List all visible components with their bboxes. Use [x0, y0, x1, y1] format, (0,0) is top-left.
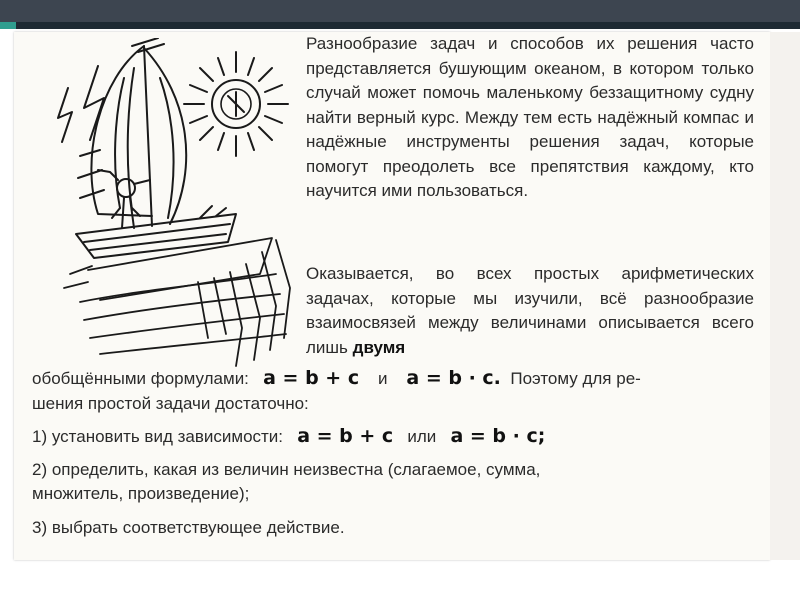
- step-1-formula-product: a = b · c;: [450, 425, 546, 447]
- sail-icon: [78, 38, 186, 226]
- top-bar: [0, 0, 800, 22]
- intro-paragraph: Разнообразие задач и способов их решения часто представляется бушующим океаном, в котором только случай может помочь маленькому беззащитному судну найти верный курс. Между тем есть надёжный компас и надёжные инструменты решения задач, которые помогут преодолеть все препятствия каждому, кто научится ими пользоваться.: [306, 34, 754, 200]
- formulas-prefix: обобщёнными формулами:: [32, 369, 249, 388]
- sun-icon: [184, 52, 288, 156]
- sufficient-line: шения простой задачи достаточно:: [32, 394, 309, 413]
- step-2-line-2: множитель, произведение);: [32, 484, 250, 503]
- formulas-paragraph-text: Оказывается, во всех простых арифметических задачах, которые мы изучили, всё разнообразие взаимосвязей между величинами описывается всего лишь: [306, 264, 754, 357]
- formula-product: a = b · c.: [406, 367, 501, 389]
- formulas-paragraph: [306, 262, 754, 360]
- accent-chip: [0, 22, 16, 29]
- boy-figure-icon: [98, 170, 150, 228]
- or-word: или: [407, 427, 437, 446]
- formulas-suffix: Поэтому для ре-: [510, 369, 641, 388]
- step-1: [32, 424, 756, 449]
- step-1-text: 1) установить вид зависимости:: [32, 427, 284, 446]
- and-word: и: [377, 369, 388, 388]
- lightning-icon: [58, 66, 104, 142]
- textbook-page: [14, 32, 770, 560]
- ship-illustration: [40, 38, 310, 374]
- step-3: 3) выбрать соответствующее действие.: [32, 518, 345, 537]
- accent-bar: [0, 22, 800, 29]
- emphasis-two: двумя: [352, 337, 406, 357]
- formulas-line: [32, 366, 756, 391]
- page-edge: [770, 32, 800, 560]
- formula-sum: a = b + c: [263, 367, 360, 389]
- step-2-line-1: 2) определить, какая из величин неизвестна (слагаемое, сумма,: [32, 460, 541, 479]
- step-1-formula-sum: a = b + c: [297, 425, 394, 447]
